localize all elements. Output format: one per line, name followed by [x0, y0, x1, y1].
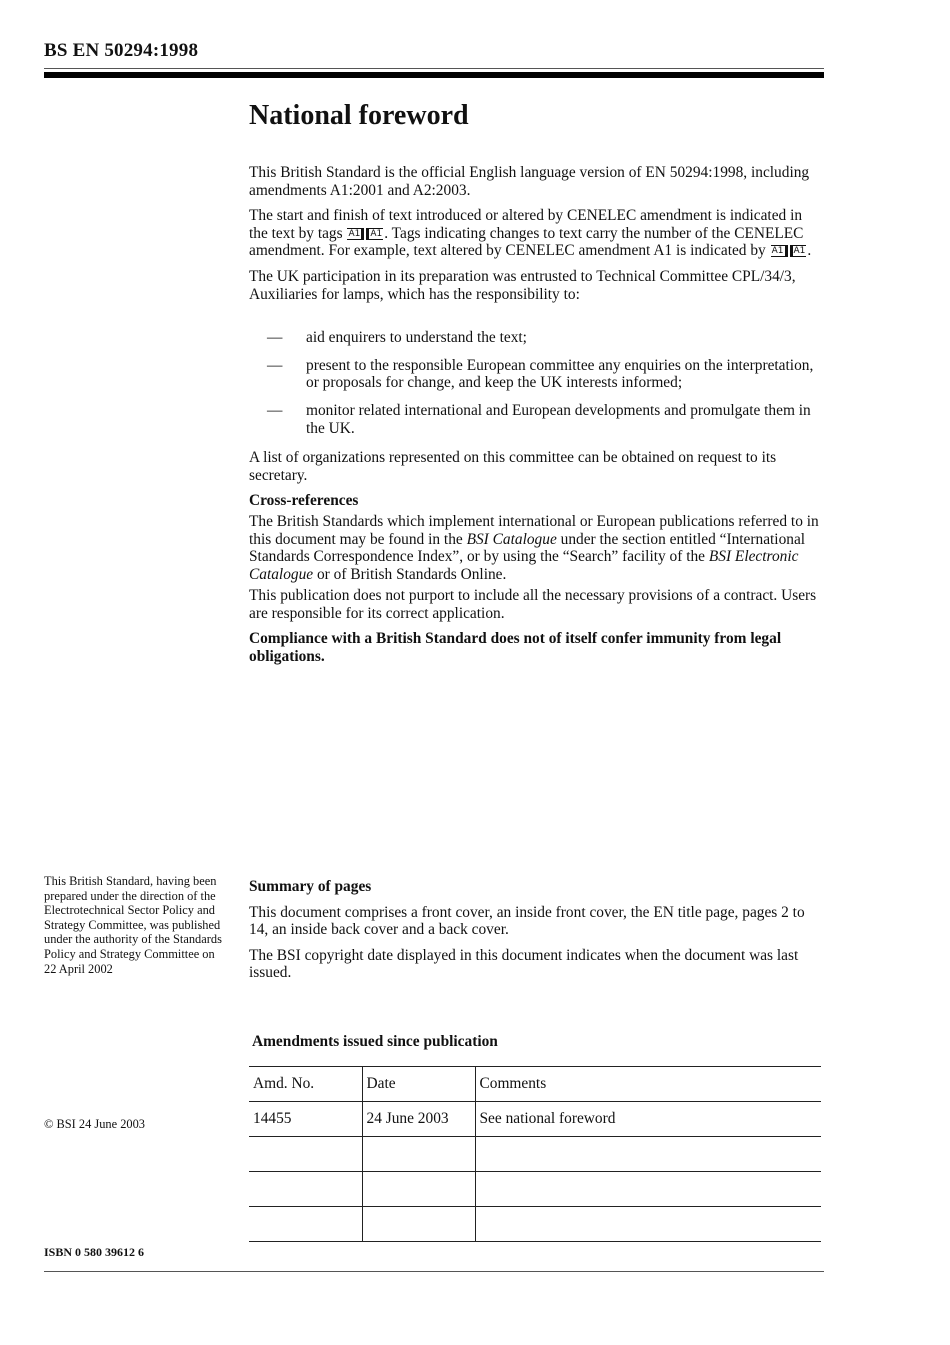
- intro-p2-part1: The start and finish of text introduced or altered by CENELEC amendment is indicated in the text by tags: [249, 207, 803, 242]
- cell-date: [362, 1137, 475, 1172]
- committee-note: A list of organizations represented on this committee can be obtained on request to its secretary.: [249, 449, 777, 484]
- cell-date: [362, 1172, 475, 1207]
- compliance-statement: Compliance with a British Standard does not of itself confer immunity from legal obligations.: [249, 630, 782, 666]
- summary-heading: Summary of pages: [249, 878, 372, 895]
- cell-comments: [475, 1207, 821, 1242]
- table-row: [249, 1172, 821, 1207]
- dash-bullet: —: [267, 356, 283, 374]
- cell-amd-no: 14455: [249, 1102, 362, 1137]
- header-rule-thin: [44, 68, 824, 69]
- cell-date: [362, 1207, 475, 1242]
- table-header-row: [249, 1067, 821, 1102]
- amendments-title: Amendments issued since publication: [252, 1033, 498, 1050]
- isbn: ISBN 0 580 39612 6: [44, 1245, 145, 1259]
- intro-p2-part3: .: [807, 242, 812, 260]
- intro-p2-part2: . Tags indicating changes to text carry the number of the CENELEC amendment. For example, text altered by CENELEC amendment A1 is indicated by: [249, 224, 804, 260]
- page-title: National foreword: [249, 100, 469, 131]
- responsibility-list: [249, 329, 824, 437]
- table-row: [249, 1207, 821, 1242]
- cell-comments: [475, 1172, 821, 1207]
- intro-paragraph-3: The UK participation in its preparation was entrusted to Technical Committee CPL/34/3, Auxiliaries for lamps, which has the responsibility to:: [249, 267, 796, 303]
- document-id: BS EN 50294:1998: [44, 40, 199, 61]
- footer-rule: [44, 1271, 824, 1272]
- cell-amd-no: [249, 1137, 362, 1172]
- cell-amd-no: [249, 1172, 362, 1207]
- summary-of-pages: [249, 878, 824, 990]
- copyright-note: © BSI 24 June 2003: [44, 1117, 145, 1131]
- cell-comments: See national foreword: [475, 1102, 821, 1137]
- table-row: [249, 1102, 821, 1137]
- cross-references-heading: Cross-references: [249, 492, 359, 510]
- publication-note: This British Standard, having been prepared under the direction of the Electrotechnical Sector Policy and Strategy Committee, was published under the authority of the Standards Policy and Strategy Committee on 22 April 2002: [44, 874, 222, 976]
- cell-amd-no: [249, 1207, 362, 1242]
- summary-paragraph-2: The BSI copyright date displayed in this document indicates when the document was last issued.: [249, 946, 799, 982]
- intro-paragraph-1: This British Standard is the official English language version of EN 50294:1998, including amendments A1:2001 and A2:2003.: [249, 164, 810, 199]
- bsi-catalogue-ref: BSI Catalogue: [466, 530, 557, 548]
- intro-paragraph-2: [249, 207, 824, 260]
- header-rule-thick: [44, 72, 824, 78]
- cell-date: 24 June 2003: [362, 1102, 475, 1137]
- amendment-start-tag-icon: A1: [347, 228, 364, 240]
- summary-paragraph-1: This document comprises a front cover, an inside front cover, the EN title page, pages 2 to 14, an inside back cover and a back cover.: [249, 903, 805, 939]
- column-header-amd-no: Amd. No.: [249, 1067, 362, 1102]
- cross-references-paragraph: The British Standards which implement international or European publications referred to in this document may be found in the BSI Catalogue under the section entitled “International Standards Correspondence Index”, or by using the “Search” facility of the BSI Electronic Catalogue or of British Standards Online.: [249, 512, 819, 583]
- list-item: — present to the responsible European committee any enquiries on the interpretation, or proposals for change, and keep the UK interests informed;: [267, 356, 814, 392]
- amendment-end-tag-icon: A1: [366, 228, 383, 240]
- amendments-table: [249, 1066, 821, 1242]
- table-row: [249, 1137, 821, 1172]
- bsi-electronic-catalogue-ref: BSI Electronic Catalogue: [249, 548, 799, 583]
- column-header-date: Date: [362, 1067, 475, 1102]
- dash-bullet: —: [267, 401, 283, 419]
- amendment-start-tag-icon: A1: [771, 245, 788, 257]
- foreword-body: [249, 164, 824, 674]
- contract-disclaimer: This publication does not purport to include all the necessary provisions of a contract. Users are responsible for its correct application.: [249, 587, 817, 622]
- dash-bullet: —: [267, 329, 283, 347]
- cell-comments: [475, 1137, 821, 1172]
- column-header-comments: Comments: [475, 1067, 821, 1102]
- list-item: — monitor related international and European developments and promulgate them in the UK.: [267, 401, 811, 437]
- amendment-end-tag-icon: A1: [790, 245, 807, 257]
- list-item: — aid enquirers to understand the text;: [267, 329, 527, 347]
